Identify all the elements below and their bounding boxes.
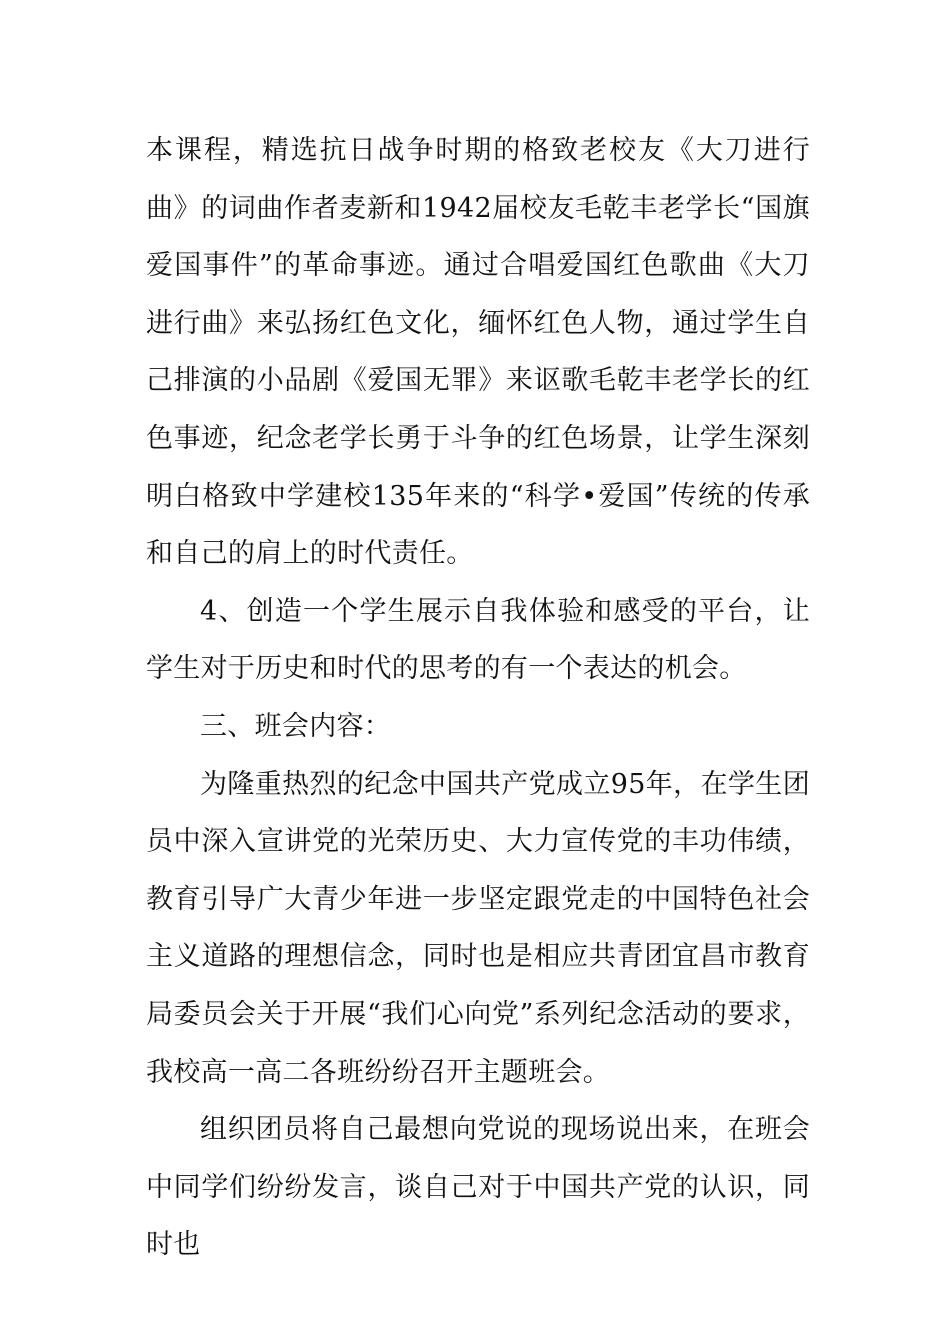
paragraph-item-4: 4、创造一个学生展示自我体验和感受的平台，让学生对于历史和时代的思考的有一个表达的机会。 bbox=[146, 595, 810, 685]
section-heading-class-content: 三、班会内容： bbox=[200, 710, 392, 742]
paragraph-course-intro: 本课程，精选抗日战争时期的格致老校友《大刀进行曲》的词曲作者麦新和1942届校友毛乾丰老学长“国旗爱国事件”的革命事迹。通过合唱爱国红色歌曲《大刀进行曲》来弘扬红色文化，缅怀红色人物，通过学生自己排演的小品剧《爱国无罪》来讴歌毛乾丰老学长的红色事迹，纪念老学长勇于斗争的红色场景，让学生深刻明白格致中学建校135年来的“科学•爱国”传统的传承和自己的肩上的时代责任。 bbox=[146, 135, 810, 570]
document-body bbox=[146, 122, 810, 1274]
paragraph-member-speeches: 组织团员将自己最想向党说的现场说出来，在班会中同学们纷纷发言，谈自己对于中国共产党的认识，同时也 bbox=[146, 1114, 810, 1261]
paragraph-class-meeting: 为隆重热烈的纪念中国共产党成立95年，在学生团员中深入宣讲党的光荣历史、大力宣传党的丰功伟绩，教育引导广大青少年进一步坚定跟党走的中国特色社会主义道路的理想信念，同时也是相应共青团宜昌市教育局委员会关于开展“我们心向党”系列纪念活动的要求，我校高一高二各班纷纷召开主题班会。 bbox=[146, 768, 810, 1088]
